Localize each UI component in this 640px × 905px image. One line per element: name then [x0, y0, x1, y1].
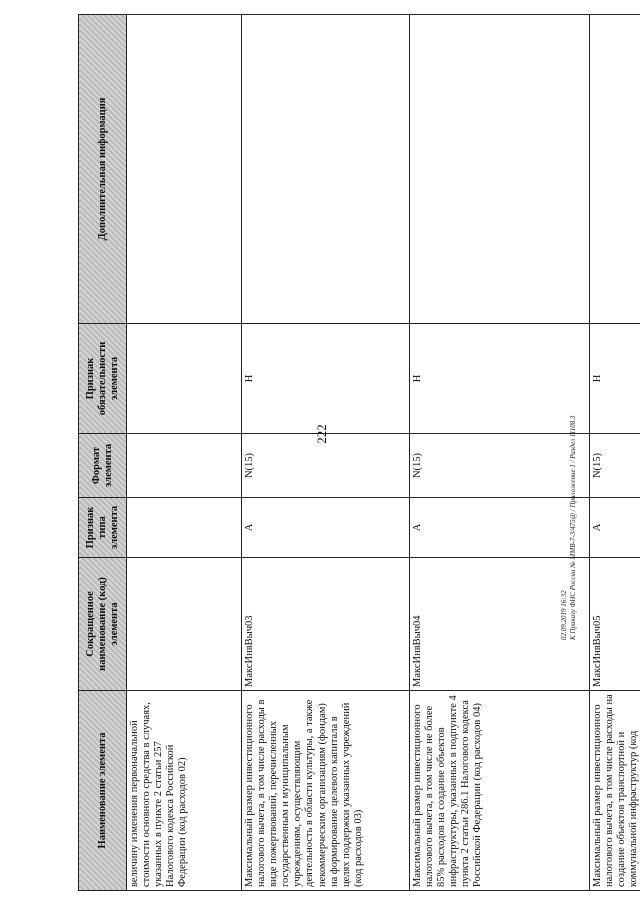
page-number: 222	[314, 424, 329, 444]
cell-type: А	[590, 498, 640, 558]
cell-info	[127, 15, 242, 324]
cell-code: МаксИнвВыч05	[590, 558, 640, 691]
cell-format	[127, 434, 242, 498]
cell-format: N(15)	[242, 434, 410, 498]
cell-info	[410, 15, 590, 324]
header-element-type: Признак типа элемента	[79, 498, 127, 558]
cell-name: Максимальный размер инвестиционного налогового вычета, в том числе расходы в виде пожертвований, перечисленных государственным и муниципальным учреждениям, осуществляющим деятельность в области культуры, а также некоммерческим организациям (фондам) на формирование целевого капитала в целях поддержки указанных учреждений (код расходов 03)	[242, 691, 410, 891]
header-additional-info: Дополнительная информация	[79, 15, 127, 324]
data-table	[78, 14, 640, 891]
cell-type	[127, 498, 242, 558]
cell-type: А	[242, 498, 410, 558]
cell-info	[590, 15, 640, 324]
cell-code: МаксИнвВыч03	[242, 558, 410, 691]
header-element-required: Признак обязательности элемента	[79, 324, 127, 434]
cell-format: N(15)	[410, 434, 590, 498]
table-row	[590, 15, 640, 891]
cell-code	[127, 558, 242, 691]
rotated-table-container	[78, 15, 640, 891]
cell-required	[127, 324, 242, 434]
cell-type: А	[410, 498, 590, 558]
table-row	[410, 15, 590, 891]
cell-name: Максимальный размер инвестиционного налогового вычета, в том числе расходы на создание объектов транспортной и коммунальной инфраструктур (код	[590, 691, 640, 891]
cell-name: величину изменения первоначальной стоимости основного средства в случаях, указанных в пункте 2 статьи 257 Налогового кодекса Российской Федерации (код расходов 02)	[127, 691, 242, 891]
cell-required: Н	[590, 324, 640, 434]
header-element-format: Формат элемента	[79, 434, 127, 498]
cell-name: Максимальный размер инвестиционного налогового вычета, в том числе не более 85% расходов на создание объектов инфраструктуры, указанных в подпункте 4 пункта 2 статьи 286.1 Налогового кодекса Российской Федерации (код расходов 04)	[410, 691, 590, 891]
cell-format: N(15)	[590, 434, 640, 498]
table-row	[127, 15, 242, 891]
cell-code: МаксИнвВыч04	[410, 558, 590, 691]
footer-timestamp: 02.09.2019 16:32	[560, 590, 568, 640]
header-element-code: Сокращенное наименование (код) элемента	[79, 558, 127, 691]
cell-required: Н	[410, 324, 590, 434]
table-header-row	[79, 15, 127, 891]
cell-info	[242, 15, 410, 324]
footer-document-ref: К Приказу ФНС России № ММВ-7-3/475@ / Приложение 1 / Раздел 11108.3	[569, 415, 577, 640]
cell-required: Н	[242, 324, 410, 434]
table-row	[242, 15, 410, 891]
header-element-name: Наименование элемента	[79, 691, 127, 891]
